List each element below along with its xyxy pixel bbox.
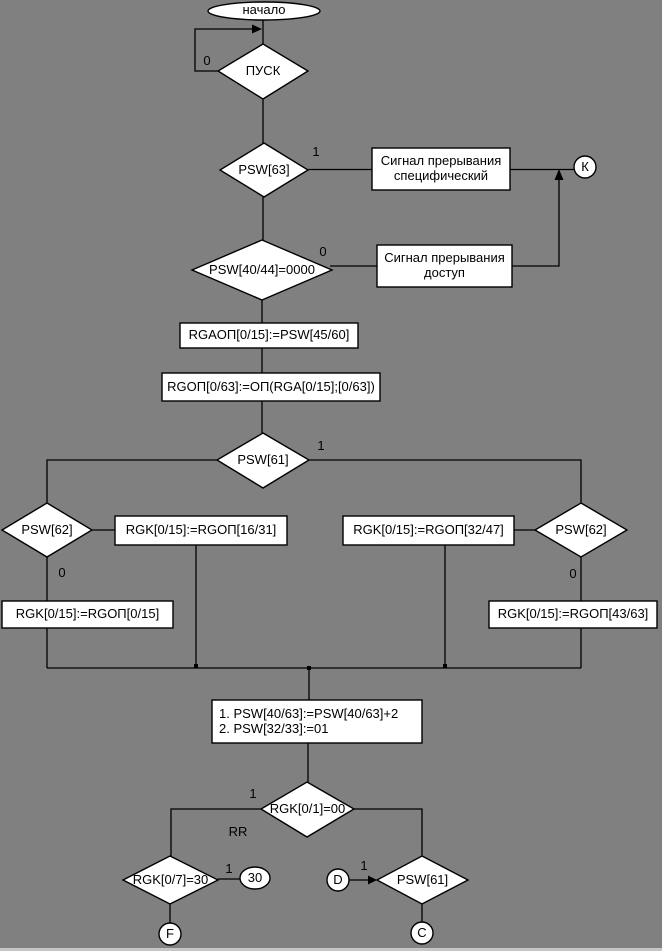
rgaop-label: RGAOП[0/15]:=PSW[45/60] <box>188 327 350 343</box>
rgk07-label: RGK[0/7]=30 <box>132 871 209 887</box>
psw62-right-label: PSW[62] <box>555 521 607 537</box>
psw61-bottom-label: PSW[61] <box>396 871 449 887</box>
rgk-32-47-process <box>343 516 514 545</box>
connector-k-label: К <box>581 158 589 174</box>
branch-label-rr: RR <box>228 824 248 840</box>
psw-update-process <box>212 700 422 743</box>
start-label: начало <box>242 2 286 18</box>
junction-dot <box>443 664 447 668</box>
psw63-decision <box>220 143 308 197</box>
connector-line <box>512 180 559 266</box>
psw63-label: PSW[63] <box>238 161 290 177</box>
signal-spec-line2: специфический <box>393 168 489 183</box>
connector-30-label: 30 <box>247 869 263 885</box>
psw62-left-label: PSW[62] <box>21 521 73 537</box>
rgk01-label: RGK[0/1]=00 <box>269 800 346 816</box>
branch-label-d-1: 1 <box>360 858 368 874</box>
connector-k-circle <box>574 156 596 178</box>
psw61-decision <box>217 433 309 488</box>
rgk-0-15-label: RGK[0/15]:=RGOП[0/15] <box>15 606 160 622</box>
signal-access-process <box>377 245 512 287</box>
connector-line <box>309 460 581 503</box>
pusk-decision <box>218 44 308 99</box>
connector-d-circle <box>327 869 349 891</box>
rgk01-decision <box>261 782 354 837</box>
psw62-right-decision <box>535 503 627 557</box>
signal-spec-line1: Сигнал прерывания <box>380 153 502 169</box>
connector-c-circle <box>411 922 433 944</box>
rgk-32-47-label: RGK[0/15]:=RGOП[32/47] <box>353 522 504 538</box>
connector-c-label: C <box>417 924 427 940</box>
rgk-16-31-label: RGK[0/15]:=RGOП[16/31] <box>125 522 277 538</box>
rgk07-decision <box>123 856 218 904</box>
rgk-16-31-process <box>115 516 287 545</box>
psw4044-decision <box>192 240 332 300</box>
rgk-43-63-label: RGK[0/15]:=RGOП[43/63] <box>497 606 649 622</box>
junction-dot <box>307 666 311 670</box>
connector-line <box>171 809 261 856</box>
pusk-label: ПУСК <box>245 62 281 78</box>
branch-label-psw62l-0: 0 <box>58 565 66 581</box>
rgaop-process <box>180 323 358 348</box>
psw-update-line1: 1. PSW[40/63]:=PSW[40/63]+2 <box>219 705 399 721</box>
arrowhead-right-icon <box>252 25 262 34</box>
connector-f-circle <box>159 923 181 945</box>
psw4044-label: PSW[40/44]=0000 <box>209 261 315 277</box>
branch-label-pusk-0: 0 <box>203 53 211 69</box>
branch-label-psw61-1: 1 <box>317 438 325 454</box>
psw61-label: PSW[61] <box>237 451 289 467</box>
connector-line <box>354 809 422 856</box>
connector-f-label: F <box>166 925 174 941</box>
rgk-43-63-process <box>489 601 657 628</box>
connector-30-ellipse <box>240 867 270 889</box>
rgk-0-15-process <box>2 601 173 628</box>
branch-label-rgk01-1: 1 <box>249 786 257 802</box>
signal-access-line2: доступ <box>424 265 465 280</box>
signal-spec-process <box>372 148 510 190</box>
arrowhead-up-icon <box>555 169 564 180</box>
psw-update-line2: 2. PSW[32/33]:=01 <box>219 720 329 736</box>
psw61-bottom-decision <box>377 856 468 904</box>
connector-d-label: D <box>333 871 343 887</box>
branch-label-psw62r-0: 0 <box>569 566 577 582</box>
branch-label-rgk07-1: 1 <box>225 861 233 877</box>
connector-line <box>47 460 217 503</box>
rgop-label: RGOП[0/63]:=OП(RGA[0/15];[0/63]) <box>167 378 375 394</box>
junction-dot <box>194 664 198 668</box>
signal-access-line1: Сигнал прерывания <box>384 250 505 266</box>
rgop-process <box>162 373 380 401</box>
start-terminator <box>208 2 320 20</box>
branch-label-psw63-1: 1 <box>312 144 320 160</box>
psw62-left-decision <box>2 503 92 557</box>
branch-label-psw4044-0: 0 <box>319 244 327 260</box>
